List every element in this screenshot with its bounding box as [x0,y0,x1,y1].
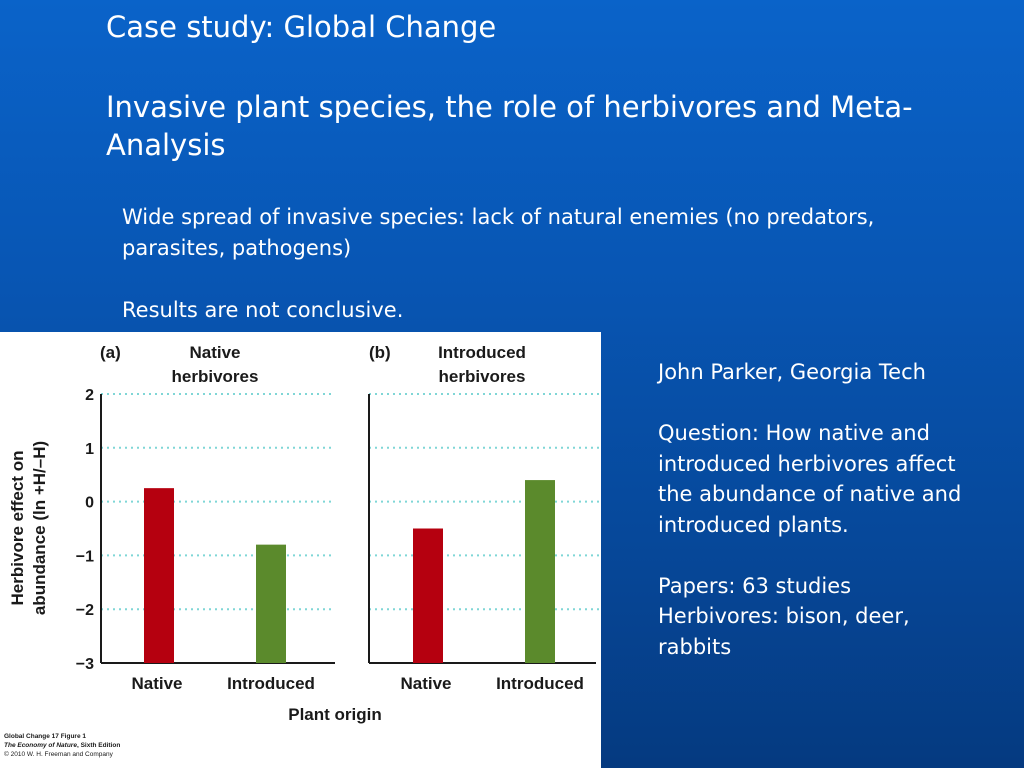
credit-line-3: © 2010 W. H. Freeman and Company [4,751,113,758]
bar-chart [0,332,601,768]
bar-native [144,488,174,663]
x-tick-label: Introduced [227,674,315,693]
papers-text: Papers: 63 studies [658,573,852,598]
credit-book-title: The Economy of Nature [4,742,77,749]
figure-panel [0,332,601,768]
panel-letter: (a) [100,343,121,362]
author-text: John Parker, Georgia Tech [658,360,926,384]
x-tick-label: Introduced [496,674,584,693]
credit-line-1: Global Change 17 Figure 1 [4,733,86,740]
credit-edition: , Sixth Edition [76,742,121,749]
bullet-invasive-spread: Wide spread of invasive species: lack of natural enemies (no predators, parasites, pathogens) [122,205,875,260]
panel-title-line-1: Introduced [438,343,526,362]
bar-native [413,529,443,664]
y-tick-label: −2 [75,602,94,620]
question-text: Question: How native and introduced herbivores affect the abundance of native and introduced plants. [658,421,962,537]
y-tick-label: 0 [85,494,94,512]
title-block [106,8,986,164]
figure-credit [4,732,120,759]
slide-subtitle: Invasive plant species, the role of herbivores and Meta-Analysis [106,90,913,162]
bar-introduced [525,480,555,663]
herbivores-text: Herbivores: bison, deer, rabbits [658,604,910,659]
slide-title: Case study: Global Change [106,10,497,44]
panel-title-line-2: herbivores [438,367,526,386]
panel-title-line-1: Native [189,343,241,362]
credit-line-2 [4,741,120,750]
bullet-block [122,202,982,326]
y-tick-label: −1 [75,548,94,566]
x-tick-label: Native [131,674,183,693]
bullet-results: Results are not conclusive. [122,298,404,322]
y-axis-title-line-1: Herbivore effect on [8,450,27,606]
bar-introduced [256,545,286,663]
x-axis-title: Plant origin [288,705,382,724]
y-tick-label: 2 [85,387,94,404]
y-tick-label: −3 [75,656,94,673]
panel-letter: (b) [369,343,391,362]
x-tick-label: Native [400,674,452,693]
y-tick-label: 1 [85,440,94,458]
y-axis-title-line-2: abundance (ln +H/–H) [30,440,49,616]
panel-title-line-2: herbivores [171,367,259,386]
right-text-block [658,357,988,662]
